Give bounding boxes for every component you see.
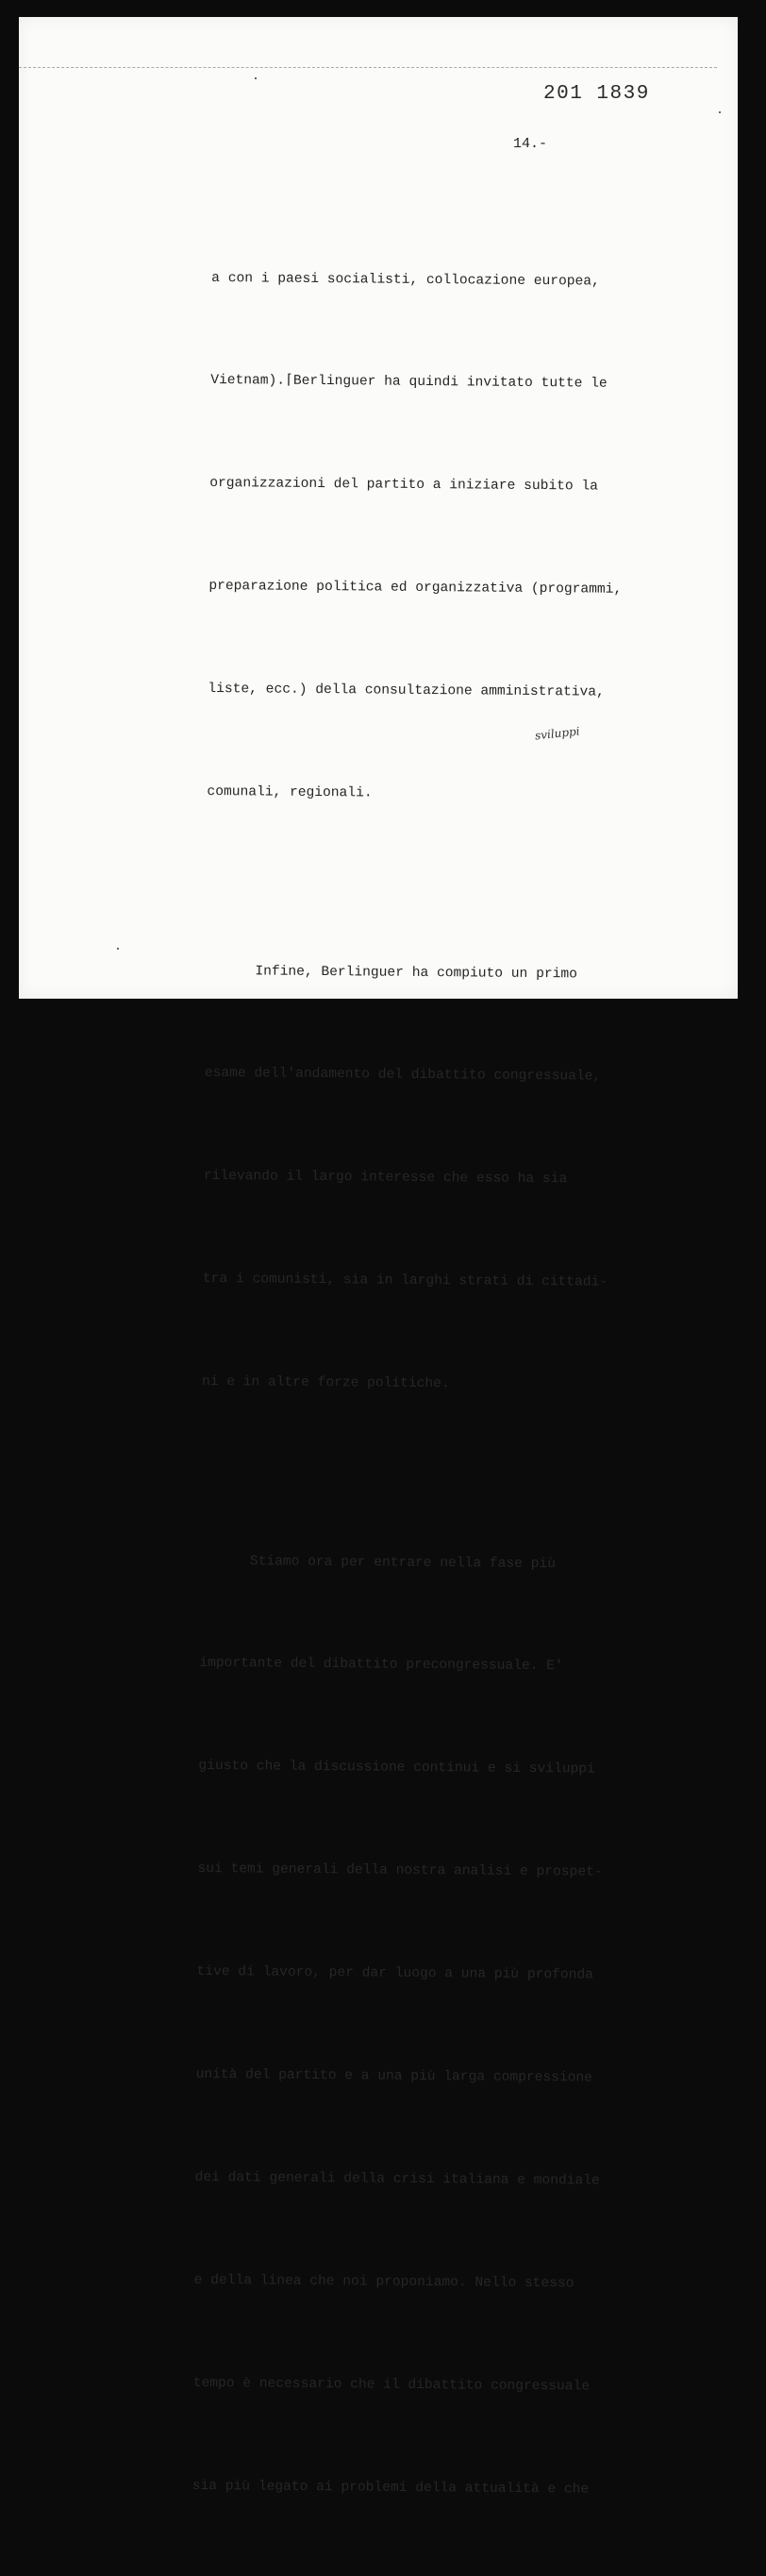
scan-speck [719,111,721,113]
text-line: comunali, regionali. [207,784,373,801]
text-line: rilevando il largo interesse che esso ha sia [203,1169,568,1187]
text-line: sia più legato ai problemi della attualità e che [192,2478,590,2498]
text-line: sui temi generali della nostra analisi e prospet- [197,1861,603,1880]
text-line: importante del dibattito precongressuale. E' [199,1656,563,1675]
text-line: tra i comunisti, sia in larghi strati di cittadi- [202,1271,608,1290]
text-line: Vietnam).⌈Berlinguer ha quindi invitato tutte le [210,373,608,393]
text-line: esame dell'andamento del dibattito congressuale, [204,1066,602,1086]
paragraph-gap [201,1468,691,1480]
scan-speck [255,77,257,79]
typewritten-body [192,193,703,2576]
text-line: ni e in altre forze politiche. [201,1374,450,1392]
page-number: 14.- [513,136,548,152]
paragraph-gap [207,878,697,890]
text-line: Stiamo ora per entrare nella fase più [200,1553,556,1572]
dashed-rule [19,67,717,68]
text-line: tive di lavoro, per dar luogo a una più profonda [196,1964,593,1983]
text-line: liste, ecc.) della consultazione amministrativa, [208,682,605,700]
text-line: e della linea che noi proponiamo. Nello stesso [193,2272,574,2292]
paper-sheet [19,17,738,2498]
text-line: unità del partito e a una più larga compressione [195,2066,593,2086]
scan-border [0,942,19,1019]
document-number: 201 1839 [543,83,650,105]
text-line: a con i paesi socialisti, collocazione europea, [211,270,600,290]
text-line: Infine, Berlinguer ha compiuto un primo [205,963,577,982]
text-line: dei dati generali della crisi italiana e mondiale [194,2169,600,2189]
scan-speck [117,948,119,950]
text-line: organizzazioni del partito a iniziare subito la [209,476,598,495]
handwritten-annotation: sviluppi [534,724,581,743]
text-line: giusto che la discussione continui e si sviluppi [198,1759,595,1777]
text-line: tempo è necessario che il dibattito congressuale [192,2375,591,2395]
text-line: preparazione politica ed organizzativa (programmi, [208,579,623,598]
